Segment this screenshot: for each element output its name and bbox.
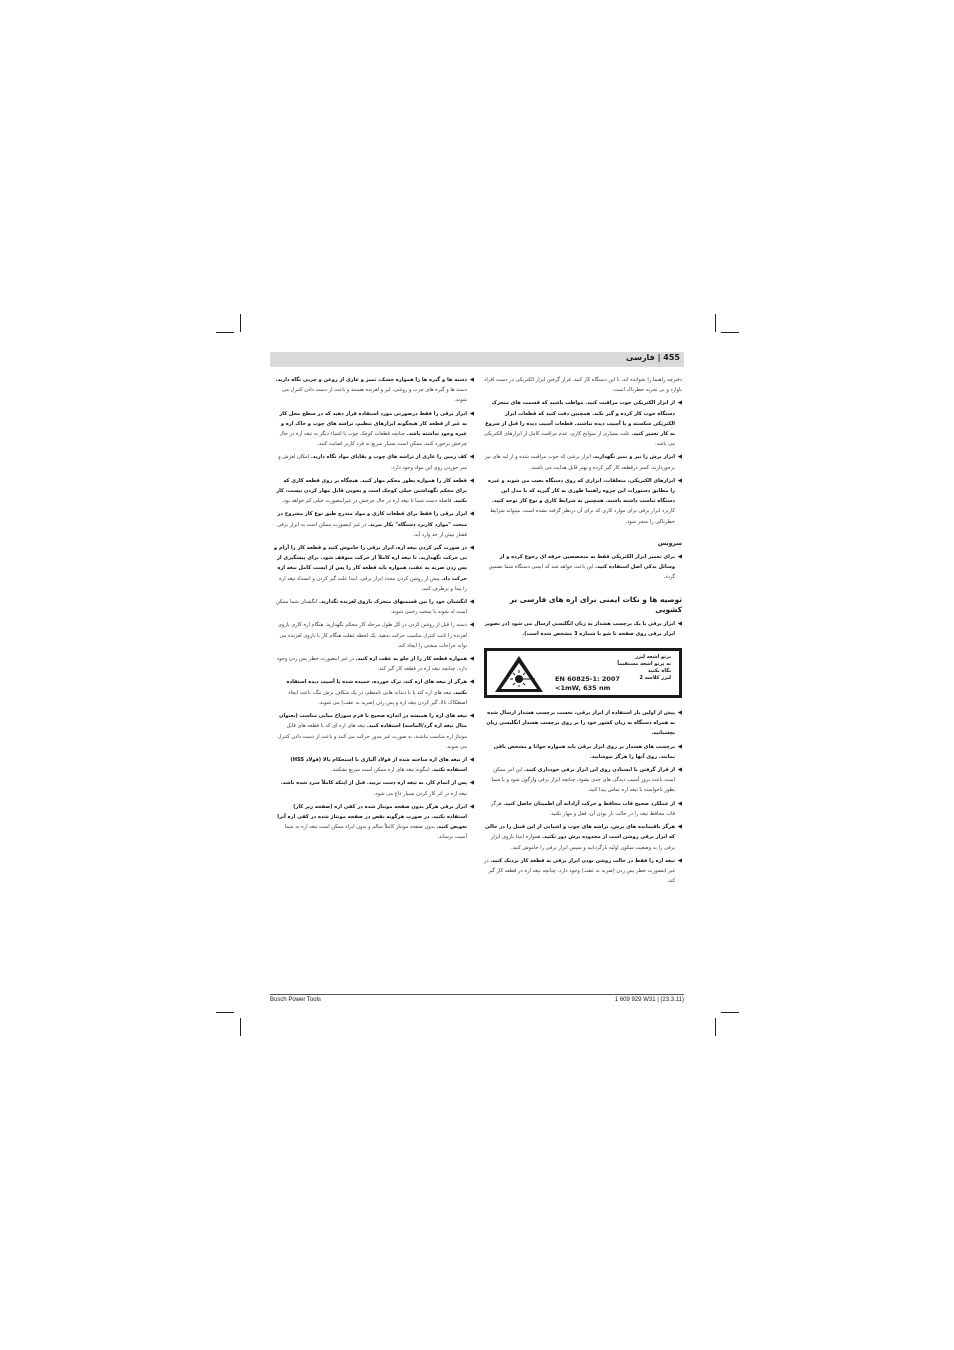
laser-warning-text: پرتو اشعه لیزر به پرتو اشعه مستقیماً نگاه نکنید لیزر کلاسه 2 (617, 654, 671, 682)
list-item: ◀ دسته را قبل از روشن کردن در کل طول مرحله کار محکم نگهدارید. هنگام اره کاری بازوی لغزنده را ثابت کنترل مناسب حرکت ندهید. یک لحظه غفلت هنگام کار با بازوی لغزنده می تواند جراحات سختی را ایجاد کند. (277, 622, 474, 649)
bullet-icon: ◀ (677, 477, 682, 484)
bullet-icon: ◀ (677, 857, 682, 864)
page-footer (270, 994, 684, 1006)
bullet-icon: ◀ (469, 803, 474, 810)
list-item: ◀ همواره قطعه کار را از جلو به عقب اره کنید. در غیر اینصورت خطر پس زدن وجود دارد، چنانچه تیغه اره در قطعه کار گیر کند. (276, 656, 474, 673)
list-item: ◀ ابزارهای الکتریکی، متعلقات، ابزاری که روی دستگاه نصب می شوند و غیره را مطابق دستورات این جزوه راهنما طوری به کار گیرید که با مدل این دستگاه تناسب داشته باشند. همچنین به شرایط کاری و نوع کار توجه کنید. کاربرد ابزار برقی برای موارد کاری که برای آن درنظر گرفته نشده است، میتواند شرایط خطرناکی را منجر شود. (488, 477, 682, 525)
bullet-icon: ◀ (677, 800, 682, 807)
list-item: ◀ برای تعمیر ابزار الکتریکی فقط به متخصصین حرفه ای رجوع کرده و از وسائل یدکی اصل استفاده کنید. این باعث خواهد شد که ایمنی دستگاه شما تضمین گردد. (488, 554, 682, 581)
bullet-icon: ◀ (677, 710, 682, 717)
intro-paragraph: دفترچه راهنما را نخوانده اند، با این دستگاه کار کنند. قرار گرفتن ابزار الکتریکی در دست افراد ناوارد و بی تجربه خطرناک است. (484, 377, 682, 394)
laser-standard: EN 60825-1: 2007 <1mW, 635 nm (555, 675, 620, 693)
list-item: ◀ از عملکرد صحیح قاب محافظ و حرکت آزادانه آن اطمینان حاصل کنید. هرگز قاب محافظ تیغه را در حالت باز بودن آن، قفل و مهار نکنید. (490, 800, 682, 817)
bullet-icon: ◀ (677, 767, 682, 774)
list-item: ◀ ابزار برش را تیز و تمیز نگهدارید. ابزار برشی که خوب مراقبت شده و از لبه های تیز برخوردارند، کمتر درقطعه کار گیر کرده و بهتر قابل هدایت می باشند. (485, 454, 682, 471)
bullet-icon: ◀ (469, 780, 474, 787)
list-item: ◀ دسته ها و گیره ها را همواره خشک، تمیز و عاری از روغن و چربی نگاه دارید. دسته ها و گیره های چرب و روغنی، لیز و لغزنده هستند و باعث از دست دادن کنترل می شوند. (275, 377, 474, 404)
bullet-icon: ◀ (469, 756, 474, 763)
bullet-icon: ◀ (677, 554, 682, 561)
crop-mark (715, 1018, 716, 1036)
list-item: ◀ قطعه کار را همواره بطور محکم مهار کنید. هیچگاه بر روی قطعه کاری که برای محکم نگهداشتن خیلی کوچک است و بخوبی قابل مهار کردن نیست، کار نکنید. فاصله دست شما تا تیغه اره در حال چرخش در غیراینصورت خیلی کم خواهد بود. (276, 477, 474, 505)
bullet-icon: ◀ (677, 400, 682, 407)
bullet-icon: ◀ (469, 410, 474, 417)
list-item: ◀ انگشتان خود را بین قسمتهای متحرک بازوی لغزنده نگذارید. انگشتان شما ممکن است له شوند یا سخت زخمی شوند. (275, 599, 474, 616)
document-page (270, 352, 684, 1008)
bullet-icon: ◀ (677, 743, 682, 750)
crop-mark (715, 314, 716, 332)
bullet-icon: ◀ (469, 679, 474, 686)
list-item: ◀ ابزار برقی را فقط درصورتی مورد استفاده قرار دهید که در سطح محل کار به غیر از قطعه کار هیچگونه ابزارهای تنظیم، تراشه های چوب و خاک اره و غیره وجود نداشته باشد. چنانچه قطعات کوچک چوب یا اشیاء دیگر به تیغه اره در حال چرخش برخورد کنند، ممکن است بسیار سریع به فرد کاربر اصابت کنند. (279, 410, 474, 448)
service-heading: سرویس (657, 539, 682, 547)
bullet-icon: ◀ (677, 620, 682, 627)
list-item: ◀ در صورت گیر کردن تیغه اره، ابزار برقی را خاموش کنید و قطعه کار را آرام و بی حرکت نگهدارید. تا تیغه اره کاملاً از حرکت متوقف شود. برای پیشگیری از پس زدن ضربه به عقب، همواره باید قطعه کار را پس از ایست کامل تیغه اره حرکت داد. پیش از روشن کردن مجدد ابزار برقی، ابتدا علت گیر کردن و انسداد تیغه اره را پیدا و برطرف کنید. (274, 545, 474, 592)
page-header (270, 352, 684, 367)
crop-mark (216, 332, 234, 333)
section-heading: توصیه ها و نکات ایمنی برای اره های فارسی بر کشویی (509, 594, 682, 615)
list-item: ◀ تیغه های اره را همیشه در اندازه صحیح با فرم سوراخ میانی مناسب (بعنوان مثال تیغه اره گرد/الماسه) استفاده کنید. تیغه های اره ای که با قطعه های قابل مونتاژ اره مناسب نباشند، به صورت غیر مدور حرکت می کنند و باعث از دست دادن کنترل می شوند. (277, 713, 474, 750)
list-item: ◀ ابزار برقی هرگز بدون صفحه مونتاژ شده در کفی اره (صفحه زیر کار) استفاده نکنید. در صورت هرگونه نقص در صفحه مونتاژ شده در کفی اره آنرا تعویض کنید. بدون صفحه مونتاژ کاملاً سالم و بدون ایراد ممکن است تیغه اره به شما آسیب برساند. (277, 803, 474, 841)
list-item: ◀ ابزار برقی را فقط برای قطعات کاری و مواد مندرج طبق نوع کار مشروح در مبحث "موارد کاربرد دستگاه" بکار ببرید. در غیر اینصورت ممکن است به ابزار برقی فشار بیش از حد وارد آید. (277, 511, 474, 538)
bullet-icon: ◀ (469, 377, 474, 383)
bullet-icon: ◀ (469, 545, 474, 552)
footer-brand: Bosch Power Tools (270, 997, 321, 1003)
list-item: ◀ از ابزار الکتریکی خوب مراقبت کنید. مواظب باشید که قسمت های متحرک دستگاه خوب کار کرده و گیر نکند. همچنین دقت کنید که قطعات ابزار الکتریکی شکسته و یا آسیب دیده نباشند. قطعات آسیب دیده را قبل از شروع به کار تعمیر کنید. علت بسیاری از سوانح کاری، عدم مراقبت کامل از ابزارهای الکتریکی می باشد. (483, 400, 682, 448)
list-item: ◀ تیغه اره را فقط در حالت روشن بودن ابزار برقی به قطعه کار نزدیک کنید. در غیر اینصورت خطر پس زدن (ضربه به عقب) وجود دارد، چنانچه تیغه اره در قطعه کار گیر کند. (483, 857, 682, 885)
bullet-icon: ◀ (677, 454, 682, 461)
list-item: ◀ ابزار برقی با یک برچسب هشدار به زبان انگلیسی ارسال می شود (در تصویر ابزار برقی روی صفحه نا شو با شماره 3 مشخص شده است). (484, 620, 682, 637)
left-column (274, 375, 474, 846)
bullet-icon: ◀ (469, 656, 474, 663)
footer-doc-number: 1 609 929 W31 | (23.3.11) (614, 997, 684, 1003)
laser-warning-icon (493, 654, 545, 694)
bullet-icon: ◀ (469, 713, 474, 720)
list-item: ◀ هرگز از تیغه های اره کند، ترک خورده، خمیده شده یا آسیب دیده استفاده نکنید. تیغه های اره کند یا با دندانه هایی نامنظم، در یک شکاف برش تنگ، باعث ایجاد اصطکاک بالا، گیر کردن تیغه اره و پس زدن (ضربه به عقب) می شوند. (286, 679, 474, 706)
list-item: ◀ پس از اتمام کار، به تیغه اره دست نزنید. قبل از اینکه کاملاً سرد شده باشد. تیغه اره در اثر کار کردن بسیار داغ می شود. (280, 780, 474, 797)
list-item: ◀ از تیغه های اره ساخته شده از فولاد آلیاژی با استحکام بالا (فولاد HSS) استفاده نکنید. اینگونه تیغه های اره ممکن است سریع بشکنند. (290, 756, 474, 774)
crop-mark (216, 1012, 234, 1013)
list-item: ◀ از قرار گرفتن یا ایستادن روی این ابزار برقی خودداری کنید. این امر ممکن است باعث بروز آسیب دیدگی های جدی بشود، چنانچه ابزار برقی واژگون شود و یا شما بطور ناخواسته با تیغه اره تماس پیدا کنید. (491, 767, 682, 794)
safety-list-after (482, 708, 682, 886)
bullet-icon: ◀ (469, 511, 474, 518)
bullet-icon: ◀ (469, 454, 474, 461)
list-item: ◀ هرگز باقیمانده های برش، تراشه های چوب و اشیایی از این قبیل را در حالی که ابزار برقی روشن است از محدوده برش دور نکنید. همواره ابتدا بازوی ابزار برقی را به وضعیت سکون اولیه بازگردانید و سپس ابزار برقی را خاموش کنید. (484, 824, 682, 851)
list-item: ◀ کف زمین را عاری از تراشه های چوب و بقایای مواد نگاه دارید. امکان لغزش و سر خوردن روی این مواد وجود دارد. (278, 454, 474, 471)
bullet-icon: ◀ (469, 477, 474, 484)
safety-list-right (482, 398, 682, 526)
crop-mark (240, 1018, 241, 1036)
bullet-icon: ◀ (469, 622, 474, 629)
bullet-icon: ◀ (677, 824, 682, 831)
crop-mark (721, 332, 739, 333)
crop-mark (721, 1012, 739, 1013)
list-item: ◀ پیش از اولین بار استفاده از ابزار برقی، نخست برچسب هشدار ارسال شده به همراه دستگاه به زبان کشور خود را بر روی برچسب هشدار انگلیسی زبان بچسبانید. (486, 710, 682, 737)
crop-mark (240, 314, 241, 332)
laser-warning-label (484, 648, 682, 698)
list-item: ◀ برچسب های هشدار بر روی ابزار برقی باید همواره خوانا و مشخص باقی بمانند. روی آنها را هرگز نپوشانید. (493, 743, 682, 760)
right-column (482, 375, 682, 889)
page-title: 455 | فارسی (625, 353, 680, 362)
bullet-icon: ◀ (469, 599, 474, 606)
